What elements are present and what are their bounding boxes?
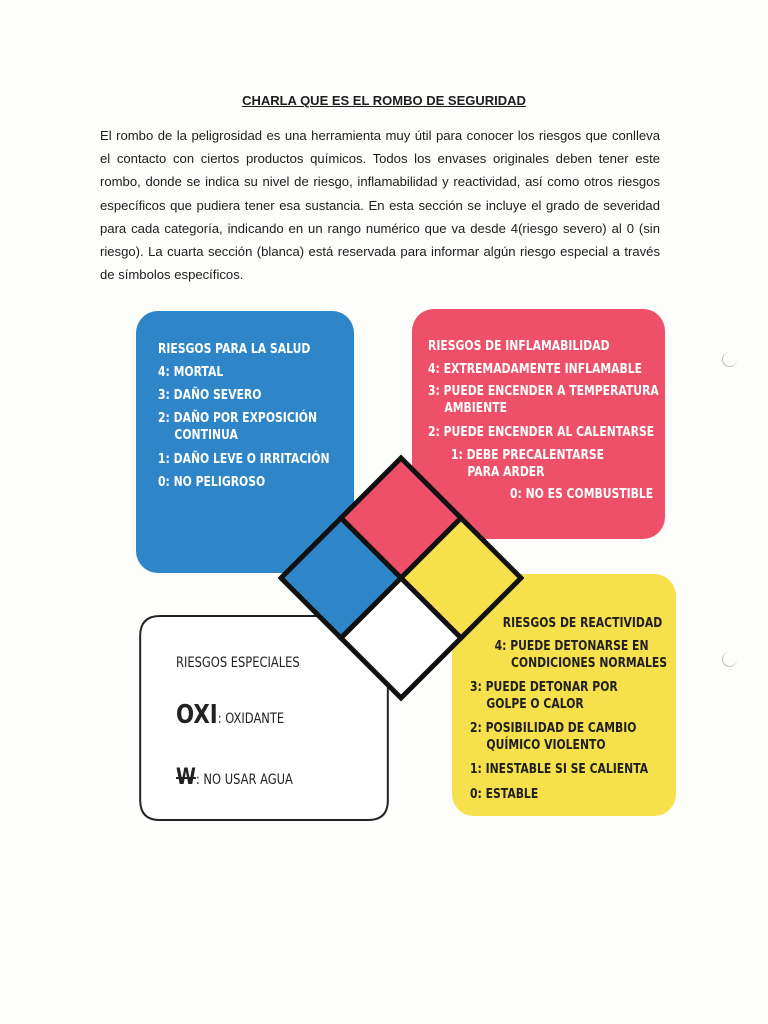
special-water-row: [176, 763, 293, 796]
health-item-3: 3: DAÑO SEVERO: [158, 388, 262, 403]
health-item-2-cont: CONTINUA: [174, 428, 238, 443]
reactivity-item-0: 0: ESTABLE: [470, 787, 539, 802]
reactivity-item-2: 2: POSIBILIDAD DE CAMBIO: [470, 721, 637, 736]
health-heading: RIESGOS PARA LA SALUD: [158, 342, 311, 357]
flammability-item-1: 1: DEBE PRECALENTARSE: [450, 448, 605, 463]
reactivity-item-2-cont: QUÍMICO VIOLENTO: [486, 738, 606, 753]
health-item-0: 0: NO PELIGROSO: [158, 475, 266, 490]
no-water-icon: W: [176, 765, 196, 790]
reactivity-heading: RIESGOS DE REACTIVIDAD: [502, 616, 663, 631]
flammability-item-3-cont: AMBIENTE: [444, 401, 508, 416]
health-item-4: 4: MORTAL: [158, 365, 224, 380]
flammability-item-4: 4: EXTREMADAMENTE INFLAMABLE: [428, 362, 643, 377]
flammability-heading: RIESGOS DE INFLAMABILIDAD: [428, 339, 610, 354]
oxi-label: : OXIDANTE: [217, 711, 285, 727]
health-item-1: 1: DAÑO LEVE O IRRITACIÓN: [158, 452, 330, 467]
health-item-2: 2: DAÑO POR EXPOSICIÓN: [158, 411, 318, 426]
flammability-item-1-cont: PARA ARDER: [467, 465, 545, 480]
flammability-item-3: 3: PUEDE ENCENDER A TEMPERATURA: [428, 384, 659, 399]
water-label: : NO USAR AGUA: [195, 772, 293, 788]
flammability-item-0: 0: NO ES COMBUSTIBLE: [510, 487, 654, 502]
binder-hole-top: [722, 352, 737, 367]
intro-paragraph: El rombo de la peligrosidad es una herramienta muy útil para conocer los riesgos que conlleva el contacto con ciertos productos químicos. Todos los envases originales deben tener este rombo, donde se indica su nivel de riesgo, inflamabilidad y reactividad, así como otros riesgos específicos que pudiera tener esa sustancia. En esta sección se incluye el grado de severidad para cada categoría, indicando en un rango numérico que va desde 4(riesgo severo) al 0 (sin riesgo). La cuarta sección (blanca) está reservada para informar algún riesgo especial a través de símbolos específicos.: [100, 128, 660, 283]
oxi-symbol: OXI: [176, 700, 218, 730]
page-title: CHARLA QUE ES EL ROMBO DE SEGURIDAD: [242, 93, 526, 108]
reactivity-item-4: 4: PUEDE DETONARSE EN: [494, 639, 649, 654]
reactivity-item-4-cont: CONDICIONES NORMALES: [511, 656, 668, 671]
nfpa-diamond: [278, 454, 524, 704]
special-heading: RIESGOS ESPECIALES: [176, 655, 300, 671]
flammability-item-2: 2: PUEDE ENCENDER AL CALENTARSE: [428, 425, 655, 440]
reactivity-item-3: 3: PUEDE DETONAR POR: [470, 680, 618, 695]
binder-hole-bottom: [722, 652, 737, 667]
reactivity-item-1: 1: INESTABLE SI SE CALIENTA: [470, 762, 649, 777]
reactivity-item-3-cont: GOLPE O CALOR: [486, 697, 584, 712]
special-oxi-row: [176, 700, 284, 735]
